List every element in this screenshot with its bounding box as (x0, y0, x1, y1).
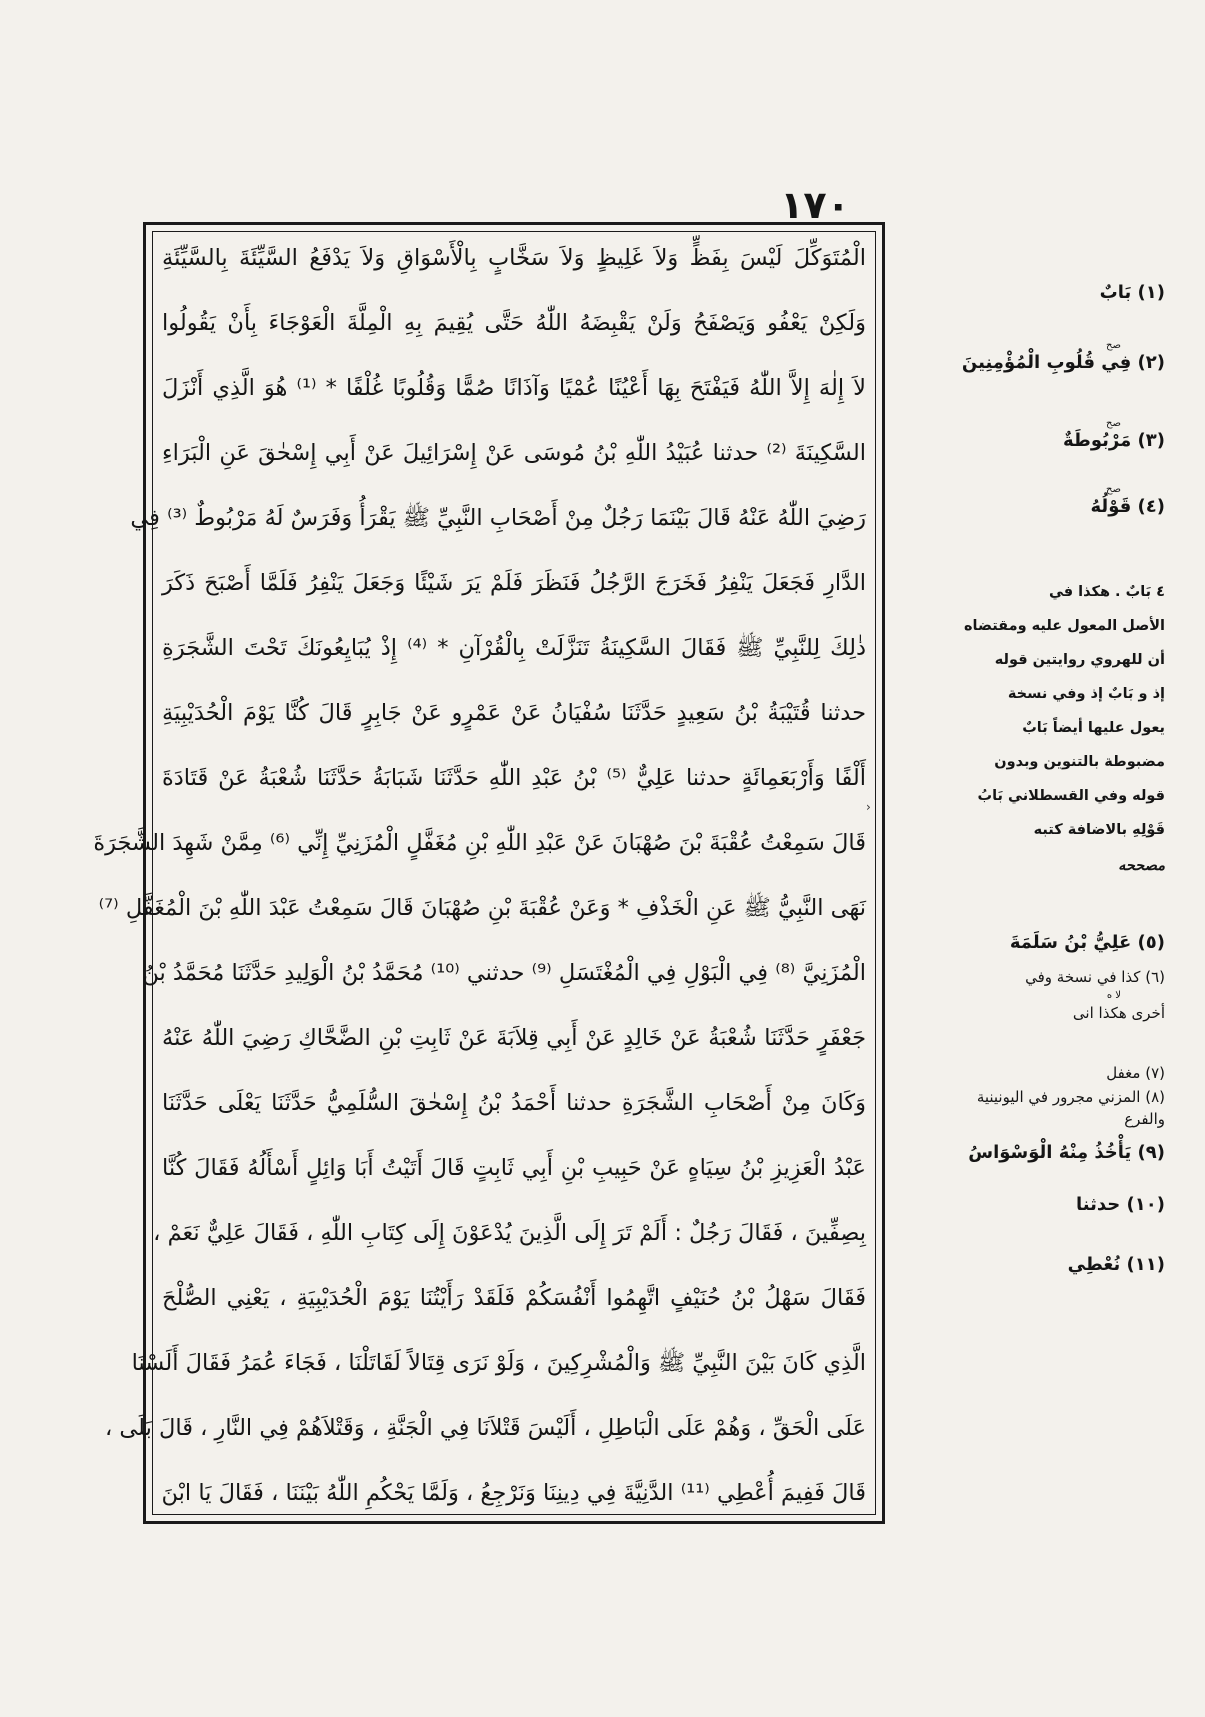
margin-comment-signature: مصححه (1118, 858, 1165, 874)
text-line: الْمُتَوَكِّلَ لَيْسَ بِفَظٍّ وَلاَ غَلِيظٍ وَلاَ سَخَّابٍ بِالْأَسْوَاقِ وَلاَ يَدْفَعُ السَّيِّئَةَ بِالسَّيِّئَةِ (162, 245, 866, 271)
margin-notes (893, 244, 1165, 1534)
margin-note-3: (٣) مَرْبُوطَةٌ (1063, 430, 1165, 451)
stray-mark: › (866, 800, 871, 814)
margin-comment-line: يعول عليها أيضاً بَابٌ (1022, 720, 1165, 736)
margin-note-5: (٥) عَلِيُّ بْنُ سَلَمَةَ (1009, 932, 1165, 953)
margin-comment-line: إذ و بَابٌ إذ وفي نسخة (1007, 686, 1165, 702)
margin-comment-line: أن للهروي روايتين قوله (994, 652, 1165, 668)
text-line: عَلَى الْحَقِّ ، وَهُمْ عَلَى الْبَاطِلِ ، أَلَيْسَ قَتْلاَنَا فِي الْجَنَّةِ ، وَقَتْلاَهُمْ فِي النَّارِ ، قَالَ بَلَى ، (105, 1415, 866, 1441)
margin-note-4: (٤) قَوْلُهُ (1090, 496, 1165, 517)
margin-note-8: (٨) المزني مجرور في اليونينية (976, 1088, 1165, 1106)
margin-comment-line: مضبوطة بالتنوين وبدون (994, 754, 1165, 770)
margin-note-9: (٩) يَأْخُذُ مِنْهُ الْوَسْوَاسُ (968, 1142, 1165, 1163)
text-line: وَلَكِنْ يَعْفُو وَيَصْفَحُ وَلَنْ يَقْبِضَهُ اللّٰهُ حَتَّى يُقِيمَ بِهِ الْمِلَّةَ الْعَوْجَاءَ بِأَنْ يَقُولُوا (162, 310, 866, 336)
margin-mark: لا ه (1106, 990, 1121, 1001)
text-line: قَالَ فَفِيمَ أُعْطِي ⁽¹¹⁾ الدَّنِيَّةَ فِي دِينِنَا وَنَرْجِعُ ، وَلَمَّا يَحْكُمِ اللّٰهُ بَيْنَنَا ، فَقَالَ يَا ابْنَ (161, 1480, 866, 1506)
margin-note-2: (٢) فِي قُلُوبِ الْمُؤْمِنِينَ (961, 352, 1165, 373)
margin-mark: صح (1106, 340, 1121, 351)
text-line: قَالَ سَمِعْتُ عُقْبَةَ بْنَ صُهْبَانَ عَنْ عَبْدِ اللّٰهِ بْنِ مُغَفَّلٍ الْمُزَنِيِّ إِنِّي ⁽⁶⁾ مِمَّنْ شَهِدَ الشَّجَرَةَ (93, 830, 866, 856)
margin-note-6-cont: أخرى هكذا انى (1072, 1004, 1165, 1022)
text-line: جَعْفَرٍ حَدَّثَنَا شُعْبَةُ عَنْ خَالِدٍ عَنْ أَبِي قِلاَبَةَ عَنْ ثَابِتِ بْنِ الضَّحَّاكِ رَضِيَ اللّٰهُ عَنْهُ (162, 1025, 866, 1051)
page-number: ١٧٠ (780, 183, 850, 227)
margin-note-1: (١) بَابٌ (1099, 282, 1165, 303)
text-line: حدثنا قُتَيْبَةُ بْنُ سَعِيدٍ حَدَّثَنَا سُفْيَانُ عَنْ عَمْرٍو عَنْ جَابِرٍ قَالَ كُنَّا يَوْمَ الْحُدَيْبِيَةِ (162, 700, 866, 726)
margin-comment-line: قَوْلِهِ بالاضافة كتبه (1033, 822, 1165, 838)
text-line: رَضِيَ اللّٰهُ عَنْهُ قَالَ بَيْنَمَا رَجُلٌ مِنْ أَصْحَابِ النَّبِيِّ ﷺ يَقْرَأُ وَفَرَسٌ لَهُ مَرْبُوطٌ ⁽³⁾ فِي (130, 505, 866, 531)
margin-comment-line: ٤ بَابٌ . هكذا في (1048, 584, 1165, 600)
text-line: بِصِفِّينَ ، فَقَالَ رَجُلٌ : أَلَمْ تَرَ إِلَى الَّذِينَ يُدْعَوْنَ إِلَى كِتَابِ اللّٰهِ ، فَقَالَ عَلِيٌّ نَعَمْ ، (153, 1220, 866, 1246)
text-line: الْمُزَنِيَّ ⁽⁸⁾ فِي الْبَوْلِ فِي الْمُغْتَسَلِ ⁽⁹⁾ حدثني ⁽¹⁰⁾ مُحَمَّدُ بْنُ الْوَلِيدِ حَدَّثَنَا مُحَمَّدُ بْنُ (142, 960, 866, 986)
margin-mark: صح (1106, 484, 1121, 495)
text-line: وَكَانَ مِنْ أَصْحَابِ الشَّجَرَةِ حدثنا أَحْمَدُ بْنُ إِسْحٰقَ السُّلَمِيُّ حَدَّثَنَا يَعْلَى حَدَّثَنَا (162, 1090, 866, 1116)
margin-comment-line: الأصل المعول عليه ومقتضاه (963, 618, 1165, 634)
text-line: عَبْدُ الْعَزِيزِ بْنُ سِيَاهٍ عَنْ حَبِيبِ بْنِ أَبِي ثَابِتٍ قَالَ أَتَيْتُ أَبَا وَائِلٍ أَسْأَلُهُ فَقَالَ كُنَّا (162, 1155, 866, 1181)
text-line: ذٰلِكَ لِلنَّبِيِّ ﷺ فَقَالَ السَّكِينَةُ تَنَزَّلَتْ بِالْقُرْآنِ * ⁽⁴⁾ إِذْ يُبَايِعُونَكَ تَحْتَ الشَّجَرَةِ (162, 635, 867, 661)
text-line: الَّذِي كَانَ بَيْنَ النَّبِيِّ ﷺ وَالْمُشْرِكِينَ ، وَلَوْ نَرَى قِتَالاً لَقَاتَلْنَا ، فَجَاءَ عُمَرُ فَقَالَ أَلَسْنَا (131, 1350, 866, 1376)
main-text-frame (93, 222, 885, 1524)
text-line: لاَ إِلٰهَ إِلاَّ اللّٰهُ فَيَفْتَحَ بِهَا أَعْيُنًا عُمْيًا وَآذَانًا صُمًّا وَقُلُوبًا غُلْفًا * ⁽¹⁾ هُوَ الَّذِي أَنْزَلَ (162, 375, 866, 401)
margin-note-8-cont: والفرع (1124, 1110, 1165, 1128)
margin-comment-line: قوله وفي القسطلاني بَابُ (977, 788, 1165, 804)
margin-note-6: (٦) كذا في نسخة وفي (1025, 968, 1165, 986)
text-line: أَلْفًا وَأَرْبَعَمِائَةٍ حدثنا عَلِيٌّ ⁽⁵⁾ بْنُ عَبْدِ اللّٰهِ حَدَّثَنَا شَبَابَةُ حَدَّثَنَا شُعْبَةُ عَنْ قَتَادَةَ (162, 765, 866, 791)
text-line: نَهَى النَّبِيُّ ﷺ عَنِ الْخَذْفِ * وَعَنْ عُقْبَةَ بْنِ صُهْبَانَ قَالَ سَمِعْتُ عَبْدَ اللّٰهِ بْنَ الْمُغَفَّلِ ⁽⁷⁾ (98, 895, 866, 921)
margin-note-7: (٧) مغفل (1106, 1064, 1165, 1082)
margin-note-11: (١١) نُعْطِي (1067, 1254, 1165, 1275)
margin-note-10: (١٠) حدثنا (1076, 1194, 1165, 1215)
text-line: فَقَالَ سَهْلُ بْنُ حُنَيْفٍ اتَّهِمُوا أَنْفُسَكُمْ فَلَقَدْ رَأَيْتُنَا يَوْمَ الْحُدَيْبِيَةِ ، يَعْنِي الصُّلْحَ (162, 1285, 866, 1311)
text-line: الدَّارِ فَجَعَلَ يَنْفِرُ فَخَرَجَ الرَّجُلُ فَنَظَرَ فَلَمْ يَرَ شَيْئًا وَجَعَلَ يَنْفِرُ فَلَمَّا أَصْبَحَ ذَكَرَ (162, 570, 866, 596)
margin-mark: صح (1106, 418, 1121, 429)
main-text-body (93, 245, 867, 1507)
text-line: السَّكِينَةَ ⁽²⁾ حدثنا عُبَيْدُ اللّٰهِ بْنُ مُوسَى عَنْ إِسْرَائِيلَ عَنْ أَبِي إِسْحٰقَ عَنِ الْبَرَاءِ (162, 440, 866, 466)
